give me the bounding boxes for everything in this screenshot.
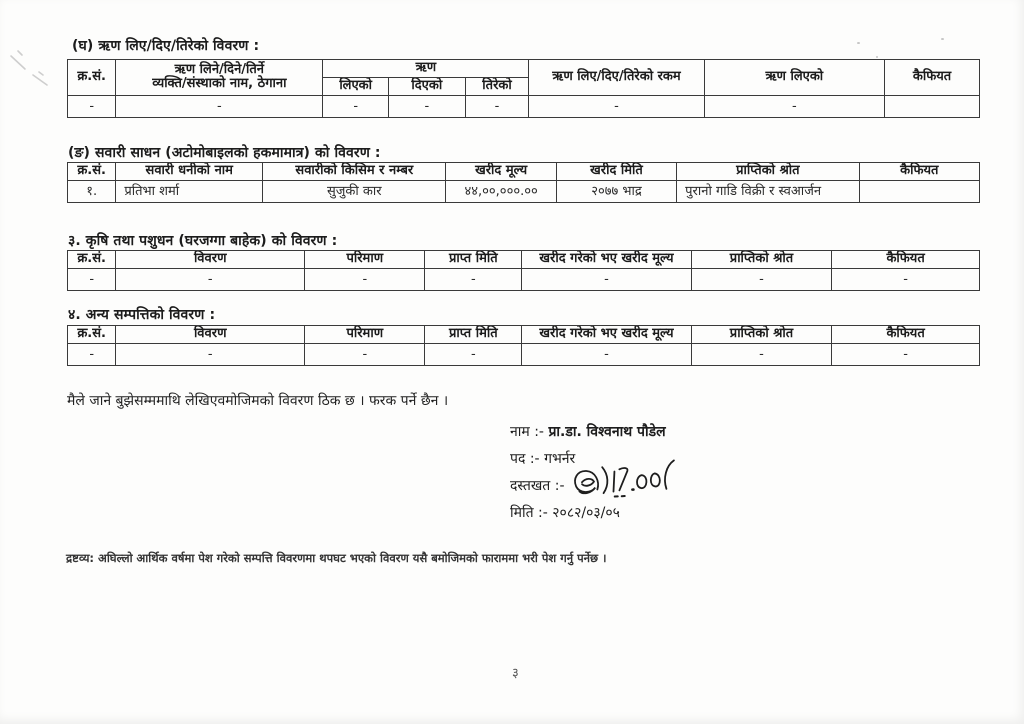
other-cell-price: -: [522, 343, 692, 365]
declaration-text: मैले जाने बुझेसम्ममाथि लेखिएवमोजिमको विवरण ठिक छ । फरक पर्ने छैन ।: [67, 393, 449, 409]
agriculture-table: [67, 250, 980, 291]
vehicle-cell-owner: प्रतिभा शर्मा: [116, 180, 263, 202]
agriculture-cell-sn: -: [68, 268, 116, 290]
handwritten-signature: [569, 455, 681, 509]
loan-header-person-line1: ऋण लिने/दिने/तिर्ने: [174, 61, 265, 77]
scan-speck: [876, 56, 878, 58]
other-header-details: विवरण: [116, 326, 305, 344]
loan-cell-taken: -: [323, 95, 389, 117]
agriculture-cell-details: -: [116, 268, 305, 290]
section-loan-title: (घ) ऋण लिए/दिए/तिरेको विवरण :: [72, 38, 260, 54]
loan-header-loan-taken: ऋण लिएको: [704, 60, 885, 96]
vehicle-header-type: सवारीको किसिम र नम्बर: [263, 163, 446, 181]
other-cell-source: -: [691, 343, 831, 365]
loan-table-row: [68, 95, 980, 117]
loan-table: [67, 59, 980, 118]
loan-cell-sn: -: [68, 95, 116, 117]
agriculture-cell-remarks: -: [832, 268, 980, 290]
agriculture-header-price: खरीद गरेको भए खरीद मूल्य: [522, 251, 692, 269]
signature-name-row: [510, 422, 840, 449]
loan-cell-loan-taken: -: [704, 95, 885, 117]
loan-header-group: ऋण: [323, 60, 529, 78]
other-cell-sn: -: [68, 343, 116, 365]
other-header-date: प्राप्त मिति: [425, 326, 522, 344]
agriculture-header-remarks: कैफियत: [832, 251, 980, 269]
other-cell-quantity: -: [305, 343, 425, 365]
loan-cell-paid: -: [465, 95, 529, 117]
other-cell-remarks: -: [832, 343, 980, 365]
loan-cell-remarks: [885, 95, 980, 117]
agriculture-header-date: प्राप्त मिति: [425, 251, 522, 269]
vehicle-table: [67, 162, 980, 203]
vehicle-header-sn: क्र.सं.: [68, 163, 116, 181]
vehicle-cell-sn: १.: [68, 180, 116, 202]
vehicle-header-date: खरीद मिति: [556, 163, 676, 181]
other-cell-details: -: [116, 343, 305, 365]
other-assets-table: [67, 325, 980, 366]
vehicle-cell-date: २०७७ भाद्र: [556, 180, 676, 202]
vehicle-cell-price: ४४,००,०००.००: [446, 180, 556, 202]
section-agriculture-title: ३. कृषि तथा पशुधन (घरजग्गा बाहेक) को विवरण :: [68, 233, 338, 249]
other-header-quantity: परिमाण: [305, 326, 425, 344]
post-value: गभर्नर: [544, 451, 576, 467]
other-header-remarks: कैफियत: [832, 326, 980, 344]
agriculture-cell-date: -: [425, 268, 522, 290]
vehicle-table-row: [68, 180, 980, 202]
vehicle-header-owner: सवारी धनीको नाम: [116, 163, 263, 181]
loan-header-taken: लिएको: [323, 77, 389, 95]
loan-cell-amount: -: [529, 95, 704, 117]
other-header-sn: क्र.सं.: [68, 326, 116, 344]
scan-speck: [857, 42, 860, 44]
loan-cell-given: -: [389, 95, 466, 117]
agriculture-header-quantity: परिमाण: [305, 251, 425, 269]
loan-cell-person: -: [116, 95, 323, 117]
other-header-source: प्राप्तिको श्रोत: [691, 326, 831, 344]
vehicle-header-source: प्राप्तिको श्रोत: [677, 163, 859, 181]
other-header-price: खरीद गरेको भए खरीद मूल्य: [522, 326, 692, 344]
date-label: मिति :-: [510, 505, 548, 521]
name-label: नाम :-: [510, 424, 544, 440]
loan-header-given: दिएको: [389, 77, 466, 95]
loan-header-person: [116, 60, 323, 96]
date-value: २०८२/०३/०५: [552, 505, 620, 521]
post-label: पद :-: [510, 451, 540, 467]
scan-speck: [941, 38, 944, 40]
signature-block: [510, 422, 840, 532]
page-number: ३: [512, 666, 519, 681]
footnote-text: द्रष्टव्य: अघिल्लो आर्थिक वर्षमा पेश गरेको सम्पत्ति विवरणमा थपघट भएको विवरण यसै बमोजिमको फाराममा भरी पेश गर्नु पर्नेछ ।: [66, 551, 607, 565]
vehicle-cell-type: सुजुकी कार: [263, 180, 446, 202]
sign-label: दस्तखत :-: [510, 478, 565, 494]
vehicle-header-price: खरीद मूल्य: [446, 163, 556, 181]
loan-header-amount: ऋण लिए/दिए/तिरेको रकम: [529, 60, 704, 96]
section-other-title: ४. अन्य सम्पत्तिको विवरण :: [68, 307, 216, 323]
signature-date-row: [510, 503, 840, 530]
vehicle-header-remarks: कैफियत: [859, 163, 979, 181]
agriculture-cell-price: -: [522, 268, 692, 290]
loan-header-remarks: कैफियत: [885, 60, 980, 96]
agriculture-cell-quantity: -: [305, 268, 425, 290]
other-cell-date: -: [425, 343, 522, 365]
loan-header-sn: क्र.सं.: [68, 60, 116, 96]
section-vehicle-title: (ङ) सवारी साधन (अटोमोबाइलको हकमामात्र) को विवरण :: [68, 145, 381, 161]
agriculture-table-row: [68, 268, 980, 290]
pencil-scan-artifact: [5, 42, 65, 97]
agriculture-cell-source: -: [691, 268, 831, 290]
loan-header-paid: तिरेको: [465, 77, 529, 95]
vehicle-cell-source: पुरानो गाडि विक्री र स्वआर्जन: [677, 180, 859, 202]
agriculture-header-source: प्राप्तिको श्रोत: [691, 251, 831, 269]
vehicle-cell-remarks: [859, 180, 979, 202]
other-table-row: [68, 343, 980, 365]
name-value: प्रा.डा. विश्वनाथ पौडेल: [548, 424, 666, 440]
agriculture-header-sn: क्र.सं.: [68, 251, 116, 269]
loan-header-person-line2: व्यक्ति/संस्थाको नाम, ठेगाना: [152, 76, 287, 92]
agriculture-header-details: विवरण: [116, 251, 305, 269]
